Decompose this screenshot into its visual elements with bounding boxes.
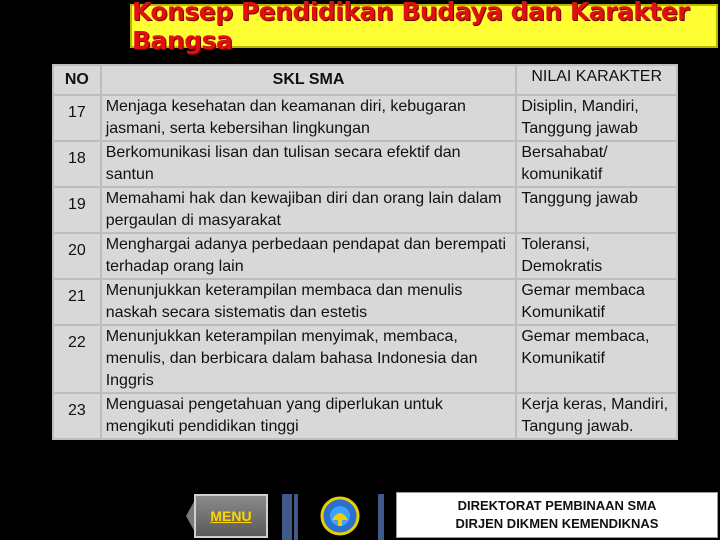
row-skl: Berkomunikasi lisan dan tulisan secara efektif dan santun	[101, 141, 517, 187]
row-no: 17	[53, 95, 101, 141]
divider-bar	[378, 494, 384, 540]
row-value: Toleransi, Demokratis	[516, 233, 677, 279]
skl-table	[52, 64, 678, 440]
row-no: 19	[53, 187, 101, 233]
row-value: Gemar membaca, Komunikatif	[516, 325, 677, 393]
table-row	[53, 279, 677, 325]
row-no: 21	[53, 279, 101, 325]
row-skl: Menjaga kesehatan dan keamanan diri, kebugaran jasmani, serta kebersihan lingkungan	[101, 95, 517, 141]
row-no: 20	[53, 233, 101, 279]
table-row	[53, 325, 677, 393]
menu-button-label: MENU	[210, 508, 252, 524]
table-row	[53, 233, 677, 279]
footer-line2: DIRJEN DIKMEN KEMENDIKNAS	[455, 516, 659, 531]
tut-wuri-handayani-logo	[312, 494, 368, 538]
row-value: Gemar membaca Komunikatif	[516, 279, 677, 325]
row-skl: Menghargai adanya perbedaan pendapat dan berempati terhadap orang lain	[101, 233, 517, 279]
table-header-row	[53, 65, 677, 95]
divider-bar	[282, 494, 292, 540]
table-row	[53, 187, 677, 233]
row-no: 23	[53, 393, 101, 439]
row-no: 22	[53, 325, 101, 393]
row-value: Kerja keras, Mandiri, Tangung jawab.	[516, 393, 677, 439]
page-title: Konsep Pendidikan Budaya dan Karakter Bangsa	[132, 0, 690, 55]
row-value: Bersahabat/ komunikatif	[516, 141, 677, 187]
header-skl: SKL SMA	[101, 65, 517, 95]
emblem-icon	[318, 496, 362, 536]
menu-button[interactable]	[194, 494, 268, 538]
row-skl: Menunjukkan keterampilan menyimak, membaca, menulis, dan berbicara dalam bahasa Indonesia dan Inggris	[101, 325, 517, 393]
row-value: Tanggung jawab	[516, 187, 677, 233]
divider-bar	[294, 494, 298, 540]
footer-line1: DIREKTORAT PEMBINAAN SMA	[457, 498, 657, 513]
row-no: 18	[53, 141, 101, 187]
footer-institution	[396, 492, 718, 538]
table-row	[53, 95, 677, 141]
table-row	[53, 393, 677, 439]
row-value: Disiplin, Mandiri, Tanggung jawab	[516, 95, 677, 141]
header-value: NILAI KARAKTER	[516, 65, 677, 95]
table-row	[53, 141, 677, 187]
row-skl: Menguasai pengetahuan yang diperlukan untuk mengikuti pendidikan tinggi	[101, 393, 517, 439]
header-no: NO	[53, 65, 101, 95]
row-skl: Menunjukkan keterampilan membaca dan menulis naskah secara sistematis dan estetis	[101, 279, 517, 325]
title-banner	[130, 0, 718, 55]
row-skl: Memahami hak dan kewajiban diri dan orang lain dalam pergaulan di masyarakat	[101, 187, 517, 233]
